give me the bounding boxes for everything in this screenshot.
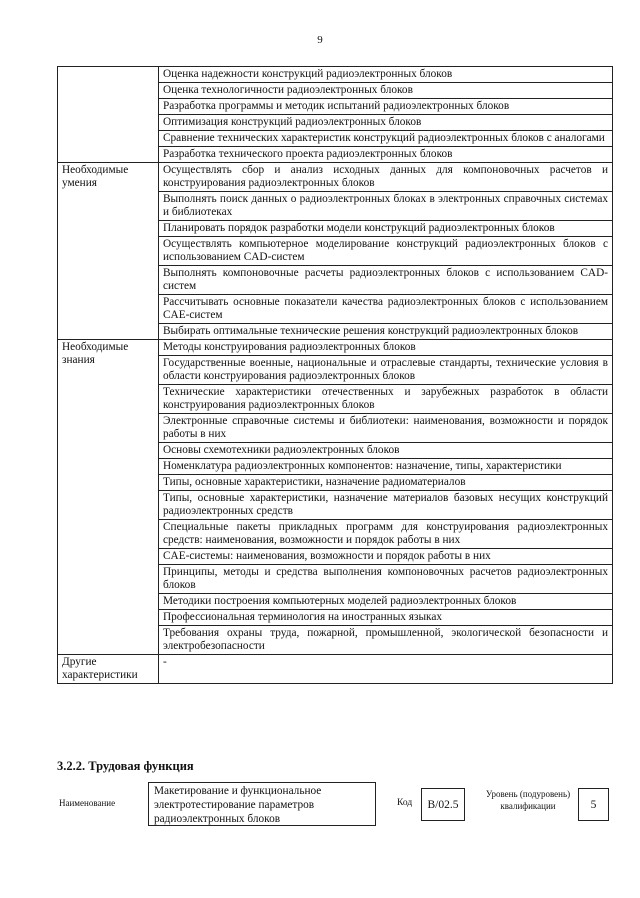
section-label: Необходимые умения (58, 163, 159, 340)
table-cell: CAE-системы: наименования, возможности и порядок работы в них (159, 549, 613, 565)
table-row (58, 163, 613, 192)
competency-table (57, 66, 613, 684)
table-cell: Рассчитывать основные показатели качества радиоэлектронных блоков с использованием CAE-систем (159, 295, 613, 324)
competency-table-body (58, 67, 613, 684)
section-title: 3.2.2. Трудовая функция (57, 759, 194, 773)
table-cell: Разработка технического проекта радиоэлектронных блоков (159, 147, 613, 163)
section-label (58, 67, 159, 163)
table-cell: Специальные пакеты прикладных программ для конструирования радиоэлектронных средств: наименования, возможности и порядок работы в них (159, 520, 613, 549)
name-value: Макетирование и функциональное электротестирование параметров радиоэлектронных блоков (148, 782, 376, 826)
table-row (58, 67, 613, 83)
qualification-level-value: 5 (578, 788, 609, 821)
table-cell: Электронные справочные системы и библиотеки: наименования, возможности и порядок работы в них (159, 414, 613, 443)
table-cell: Технические характеристики отечественных и зарубежных разработок в области конструирования радиоэлектронных блоков (159, 385, 613, 414)
section-label: Необходимые знания (58, 340, 159, 655)
table-cell: Номенклатура радиоэлектронных компонентов: назначение, типы, характеристики (159, 459, 613, 475)
labor-function-block (57, 782, 613, 828)
table-cell: Выбирать оптимальные технические решения конструкций радиоэлектронных блоков (159, 324, 613, 340)
table-cell: Методы конструирования радиоэлектронных блоков (159, 340, 613, 356)
section-label: Другие характеристики (58, 655, 159, 684)
table-row (58, 340, 613, 356)
table-cell: Оценка технологичности радиоэлектронных блоков (159, 83, 613, 99)
table-cell: Типы, основные характеристики, назначение материалов базовых несущих конструкций радиоэлектронных средств (159, 491, 613, 520)
table-cell: - (159, 655, 613, 684)
name-label: Наименование (59, 798, 116, 808)
page-number: 9 (317, 34, 323, 46)
table-cell: Выполнять компоновочные расчеты радиоэлектронных блоков с использованием CAD-систем (159, 266, 613, 295)
table-cell: Принципы, методы и средства выполнения компоновочных расчетов радиоэлектронных блоков (159, 565, 613, 594)
table-cell: Методики построения компьютерных моделей радиоэлектронных блоков (159, 594, 613, 610)
table-cell: Выполнять поиск данных о радиоэлектронных блоках в электронных справочных системах и библиотеках (159, 192, 613, 221)
table-cell: Требования охраны труда, пожарной, промышленной, экологической безопасности и электробезопасности (159, 626, 613, 655)
qualification-level-label: Уровень (подуровень) квалификации (485, 789, 571, 811)
table-cell: Разработка программы и методик испытаний радиоэлектронных блоков (159, 99, 613, 115)
table-cell: Основы схемотехники радиоэлектронных блоков (159, 443, 613, 459)
code-label: Код (397, 798, 413, 808)
table-cell: Осуществлять компьютерное моделирование конструкций радиоэлектронных блоков с использованием CAD-систем (159, 237, 613, 266)
table-cell: Профессиональная терминология на иностранных языках (159, 610, 613, 626)
table-cell: Планировать порядок разработки модели конструкций радиоэлектронных блоков (159, 221, 613, 237)
table-cell: Оптимизация конструкций радиоэлектронных блоков (159, 115, 613, 131)
table-cell: Сравнение технических характеристик конструкций радиоэлектронных блоков с аналогами (159, 131, 613, 147)
table-row (58, 655, 613, 684)
code-value: B/02.5 (421, 788, 465, 821)
table-cell: Государственные военные, национальные и отраслевые стандарты, технические условия в области конструирования радиоэлектронных блоков (159, 356, 613, 385)
table-cell: Типы, основные характеристики, назначение радиоматериалов (159, 475, 613, 491)
table-cell: Оценка надежности конструкций радиоэлектронных блоков (159, 67, 613, 83)
table-cell: Осуществлять сбор и анализ исходных данных для компоновочных расчетов и конструирования радиоэлектронных блоков (159, 163, 613, 192)
